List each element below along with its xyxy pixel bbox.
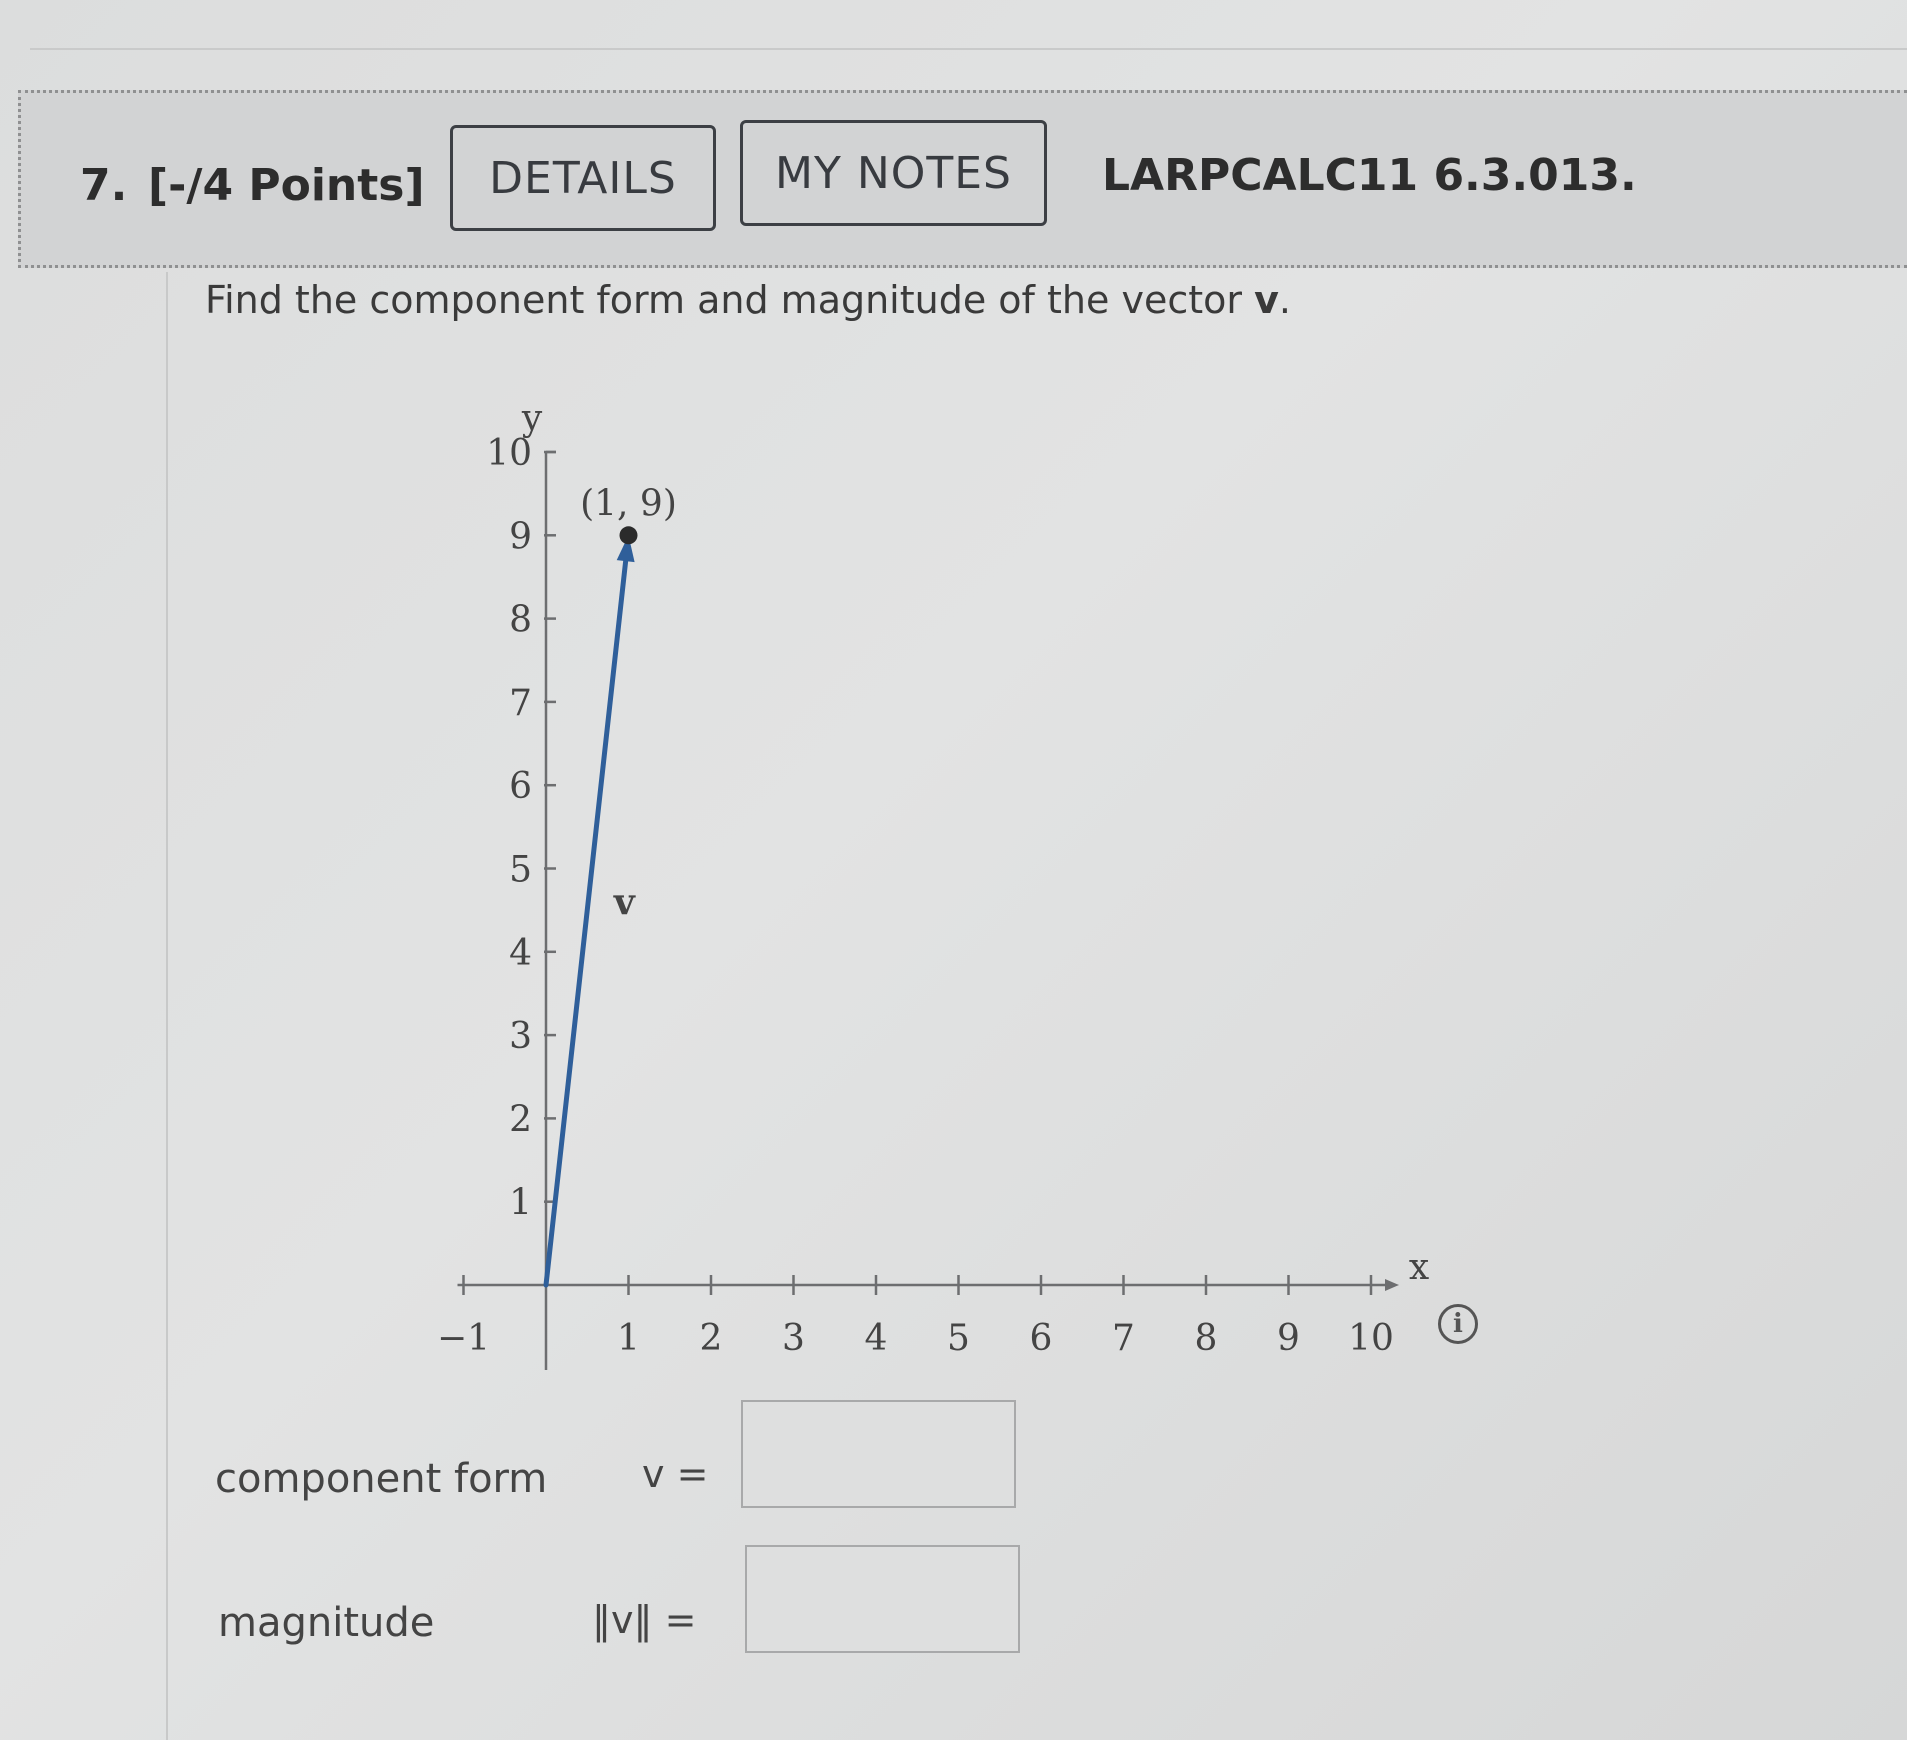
y-tick-label: 4 <box>509 932 532 974</box>
x-tick-label: 2 <box>699 1318 723 1359</box>
y-tick-label: 7 <box>509 682 532 724</box>
component-form-equals: v = <box>642 1452 709 1496</box>
y-tick-label: 6 <box>509 766 532 808</box>
vector-endpoint <box>620 526 638 544</box>
prompt-period: . <box>1278 278 1291 322</box>
details-button[interactable]: DETAILS <box>450 125 716 231</box>
magnitude-input[interactable] <box>745 1545 1020 1653</box>
magnitude-equals: ‖v‖ = <box>592 1598 697 1642</box>
vector-endpoint-label: (1, 9) <box>580 483 677 525</box>
x-tick-label: 10 <box>1348 1318 1394 1359</box>
question-reference: LARPCALC11 6.3.013. <box>1102 150 1637 201</box>
y-axis-label: y <box>521 398 543 439</box>
question-number: 7. <box>80 160 128 211</box>
y-tick-label: 5 <box>509 849 532 891</box>
x-tick-label: 3 <box>782 1318 805 1359</box>
question-points: [-/4 Points] <box>148 160 425 211</box>
y-tick-label: 9 <box>509 516 532 558</box>
component-form-input[interactable] <box>741 1400 1016 1508</box>
y-tick-label: 10 <box>486 433 532 474</box>
x-axis-label: x <box>1408 1247 1430 1288</box>
y-tick-label: 3 <box>509 1016 532 1058</box>
y-tick-label: 1 <box>509 1182 532 1224</box>
y-tick-label: 2 <box>509 1099 532 1141</box>
vector-name-label: v <box>613 881 635 924</box>
x-tick-label: 8 <box>1194 1318 1218 1359</box>
x-tick-label: 7 <box>1112 1318 1135 1359</box>
x-axis-arrow <box>1385 1279 1399 1291</box>
x-tick-label: −1 <box>436 1318 491 1359</box>
magnitude-label: magnitude <box>218 1600 435 1646</box>
x-tick-label: 6 <box>1029 1318 1053 1359</box>
y-tick-label: 8 <box>509 599 532 641</box>
x-tick-label: 5 <box>947 1318 970 1359</box>
info-icon[interactable]: i <box>1438 1304 1478 1344</box>
my-notes-button[interactable]: MY NOTES <box>740 120 1047 226</box>
prompt-vector-symbol: v <box>1254 278 1279 322</box>
x-tick-label: 1 <box>617 1318 640 1359</box>
x-tick-label: 4 <box>864 1318 888 1359</box>
prompt-text: Find the component form and magnitude of the vector <box>205 278 1255 322</box>
component-form-label: component form <box>215 1456 548 1502</box>
x-tick-label: 9 <box>1277 1318 1300 1359</box>
